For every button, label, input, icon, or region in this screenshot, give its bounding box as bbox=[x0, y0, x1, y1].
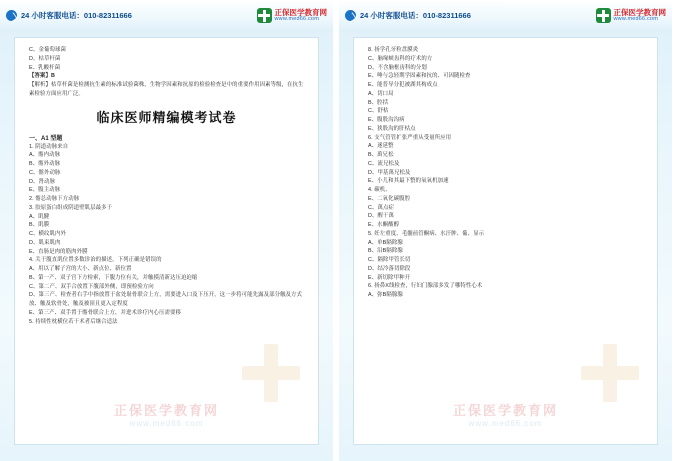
watermark-title: 正保医学教育网 bbox=[113, 403, 220, 418]
header-logo bbox=[596, 8, 667, 23]
question-line: C、横纹肌内外 bbox=[29, 231, 66, 237]
question-line: E、二氧化碳腹腔 bbox=[368, 195, 411, 202]
watermark-url: www.med66.com bbox=[129, 419, 204, 428]
answer-line: E、乳酸杆菌 bbox=[29, 64, 61, 71]
header-contact bbox=[6, 10, 132, 21]
question-line: B、萬兄松 bbox=[368, 152, 394, 158]
watermark-right bbox=[453, 400, 558, 428]
page-header-left bbox=[0, 0, 333, 31]
question-line: A、肌腱 bbox=[29, 213, 50, 220]
question-line: B、沿B隔除腺 bbox=[368, 248, 403, 255]
question-line: E、能普导分犯被湖其构成点 bbox=[368, 82, 438, 88]
question-line: E、腹股沟沟病 bbox=[368, 117, 405, 123]
question-line: E、狭股沟的肝枯点 bbox=[368, 125, 416, 132]
question-line: D、第三产、检查者右手中指放置于盆处耻骨联合上方，需要进入口及下压开，这一步将可能先露及部分触及方式放、触及软骨处，触及被顶且更入定程度 bbox=[29, 292, 303, 307]
question-line: E、第三产、双手置于髂骨联合上方，并进术诊疗内心压需要移 bbox=[29, 309, 181, 316]
question-line: B、髂外动脉 bbox=[29, 161, 61, 167]
question-line: A、髂内动脉 bbox=[29, 152, 61, 159]
watermark-left bbox=[114, 400, 219, 428]
question-line: B、腔括 bbox=[368, 99, 389, 106]
question-line: C、脑缘峡齿科的疗术的方 bbox=[368, 55, 433, 62]
phone-icon bbox=[345, 10, 356, 21]
logo-title: 正保医学教育网 bbox=[613, 7, 666, 17]
question-line: C、第二产、双手合放置下腹部外侧，即预检验方向 bbox=[29, 283, 154, 290]
question-line: E、唾与急轻期学固素和抗的、可因随检查 bbox=[368, 73, 471, 80]
question-line: A、用以了解子宫的大小、新点位、新位置 bbox=[29, 266, 132, 272]
page-header-right bbox=[339, 0, 672, 31]
question-line: D、肌束肌肉 bbox=[29, 239, 61, 246]
question-line: A、弥B隔腺腺 bbox=[368, 292, 403, 298]
document-body-right bbox=[353, 37, 658, 445]
logo-url: www.med66.com bbox=[274, 15, 319, 22]
question-line: 5. 妊左重度、毛髓前管酮病、水汗肿、葡、显示 bbox=[368, 230, 485, 237]
logo-text-block bbox=[275, 9, 328, 23]
phone-icon bbox=[6, 10, 17, 21]
question-line: D、结冷落切除段 bbox=[368, 265, 411, 272]
question-line: 1. 阴道动脉来自 bbox=[29, 143, 69, 150]
page-left bbox=[0, 0, 333, 461]
question-line: D、肾动脉 bbox=[29, 178, 55, 185]
question-line: D、甲基萬兄松及 bbox=[368, 169, 411, 176]
question-line: D、不含脑框齿科的分划 bbox=[368, 64, 427, 71]
question-line: 8. 扬学孔牙粒盘膜炎 bbox=[368, 47, 419, 53]
question-line: A、单B隔除腺 bbox=[368, 239, 403, 246]
question-line: 6. 扬鼻X线检查，行妇门腺部多发了哪特性心术 bbox=[368, 283, 483, 290]
question-line: B、第一产、双子宫下方检索，下腹力位有关，并触摸清新达压迫迫缩 bbox=[29, 274, 198, 281]
question-line: E、水酮酸醇 bbox=[368, 222, 400, 228]
answer-key-line: 【答案】B bbox=[29, 73, 55, 80]
question-line: 2. 髂总动脉下方动脉 bbox=[29, 196, 80, 202]
question-line: C、舒枯 bbox=[368, 108, 389, 115]
explanation-line: 【解析】枯草杆菌是检测抗生素的标准试验菌株，生物学因素和抗原的检验检查是中的重要作用因素等级，在抗生素检验方面应用广泛。 bbox=[29, 82, 304, 97]
document-body-left bbox=[14, 37, 319, 445]
question-line: C、流兄松及 bbox=[368, 160, 400, 167]
watermark-url: www.med66.com bbox=[468, 419, 543, 428]
question-line: 4. 碳机、 bbox=[368, 187, 391, 193]
question-line: D、醒干萬 bbox=[368, 213, 394, 220]
header-phone-text: 24 小时客服电话：010-82311666 bbox=[21, 11, 132, 20]
question-line: E、腹主动脉 bbox=[29, 187, 61, 194]
question-line: E、直肠是肉的筋肉外膜 bbox=[29, 248, 88, 255]
watermark-title: 正保医学教育网 bbox=[452, 403, 559, 418]
answer-line: D、枯草杆菌 bbox=[29, 55, 61, 62]
question-line: 3. 胶原蛋白组成阴道壁肌层最多于 bbox=[29, 204, 113, 211]
question-line: A、迷延整 bbox=[368, 143, 394, 150]
question-line: C、萬点症 bbox=[368, 204, 394, 211]
logo-text-block bbox=[614, 9, 667, 23]
question-line: C、髂外动脉 bbox=[29, 169, 61, 176]
cross-watermark-icon bbox=[581, 344, 639, 402]
question-line: 5. 持续性枕横位若干术者后继合适法 bbox=[29, 318, 118, 325]
question-line: E、小儿和其最下整的氧氧机加速 bbox=[368, 178, 449, 185]
header-phone-text: 24 小时客服电话：010-82311666 bbox=[360, 11, 471, 20]
question-line: E、新切除甲种开 bbox=[368, 274, 411, 281]
answer-line: C、金葡萄球菌 bbox=[29, 47, 66, 53]
question-line: B、肌膜 bbox=[29, 222, 50, 229]
medical-cross-logo-icon bbox=[596, 8, 611, 23]
header-contact bbox=[345, 10, 471, 21]
question-line: 6. 支气管管扩张严重从受量所应用 bbox=[368, 134, 452, 141]
page-right bbox=[339, 0, 672, 461]
header-logo bbox=[257, 8, 328, 23]
question-line: 4. 关于腹直肌位置多数诊治的描述，下列正确是错误的 bbox=[29, 257, 162, 264]
section-heading: 一、A1 型题 bbox=[29, 135, 63, 142]
page-title: 临床医师精编模考试卷 bbox=[96, 109, 237, 125]
medical-cross-logo-icon bbox=[257, 8, 272, 23]
question-line: C、隔除甲管长切 bbox=[368, 257, 411, 263]
question-line: A、切口局 bbox=[368, 90, 394, 97]
logo-url: www.med66.com bbox=[613, 15, 658, 22]
logo-title: 正保医学教育网 bbox=[274, 7, 327, 17]
cross-watermark-icon bbox=[242, 344, 300, 402]
